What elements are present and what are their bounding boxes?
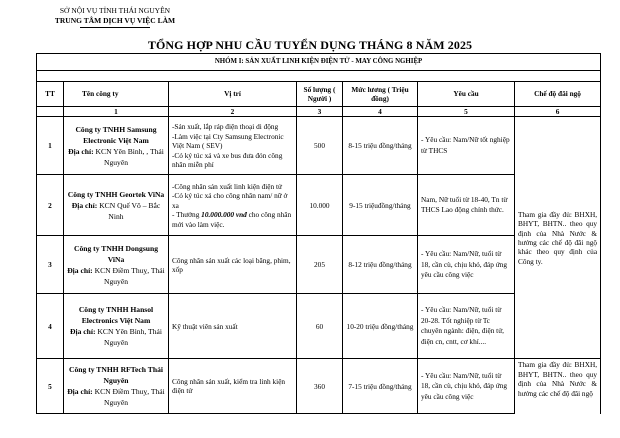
table-row bbox=[37, 117, 601, 175]
column-header-row bbox=[37, 82, 601, 107]
column-number-row bbox=[37, 107, 601, 117]
position-bonus bbox=[172, 210, 293, 229]
row-number: 1 bbox=[37, 117, 64, 175]
col-number: 6 bbox=[515, 107, 601, 117]
requirements-cell: Nam, Nữ tuổi từ 18-40, Tn từ THCS Lao động chính thức. bbox=[418, 175, 515, 236]
salary-cell: 9-15 triệuđồng/tháng bbox=[343, 175, 418, 236]
position-cell bbox=[169, 236, 297, 294]
position-line: -Làm việc tại Cty Samsung Electronic Việt Nam ( SEV) bbox=[172, 131, 284, 151]
company-cell bbox=[64, 236, 169, 294]
col-salary: Mức lương ( Triệu đồng) bbox=[343, 82, 418, 107]
position-line: -Công nhân sản xuất linh kiện điện tử bbox=[172, 181, 282, 191]
company-cell bbox=[64, 117, 169, 175]
requirements-cell: - Yêu cầu: Nam/Nữ, tuổi từ 20-28. Tốt nghiệp từ Tc chuyên ngành: điện, điện tử, điện cn, cntt, cơ khí.... bbox=[418, 294, 515, 359]
col-tt: TT bbox=[37, 82, 64, 107]
quantity-cell: 205 bbox=[297, 236, 343, 294]
col-number-blank bbox=[37, 107, 64, 117]
col-company: Tên công ty bbox=[64, 82, 169, 107]
position-cell bbox=[169, 359, 297, 414]
salary-cell: 8-12 triệu đồng/tháng bbox=[343, 236, 418, 294]
col-requirements: Yêu cầu bbox=[418, 82, 515, 107]
company-address: KCN Điềm Thuỵ, Thái Nguyên bbox=[92, 265, 165, 286]
requirements-cell: - Yêu cầu: Nam/Nữ, tuổi từ 18, cần cù, chịu khó, đáp ứng yêu cầu công việc bbox=[418, 359, 515, 414]
quantity-cell: 500 bbox=[297, 117, 343, 175]
benefits-cell: Tham gia đầy đủ: BHXH, BHYT, BHTN.. theo quy định của Nhà Nước & hưởng các chế độ đãi ngộ bbox=[515, 359, 601, 414]
requirements-cell: - Yêu cầu: Nam/Nữ tốt nghiệp từ THCS bbox=[418, 117, 515, 175]
requirements-cell: - Yêu cầu: Nam/Nữ, tuổi từ 18, cần cù, chịu khó, đáp ứng yêu cầu công việc bbox=[418, 236, 515, 294]
company-name: Công ty TNHH Dongsung ViNa bbox=[73, 243, 159, 264]
blank-row bbox=[37, 71, 601, 82]
bonus-amount: 10.000.000 vnđ bbox=[201, 210, 247, 220]
col-number: 5 bbox=[418, 107, 515, 117]
company-cell bbox=[64, 294, 169, 359]
address-label: Địa chỉ: bbox=[67, 265, 93, 275]
company-name: Công ty TNHH Geortek ViNa bbox=[67, 189, 165, 199]
col-benefits: Chế độ đãi ngộ bbox=[515, 82, 601, 107]
group-title: NHÓM I: SẢN XUẤT LINH KIỆN ĐIỆN TỬ - MAY CÔNG NGHIỆP bbox=[37, 54, 601, 71]
address-label: Địa chỉ: bbox=[71, 200, 98, 210]
company-address: KCN Quế Võ – Bắc Ninh bbox=[97, 200, 161, 221]
row-number: 2 bbox=[37, 175, 64, 236]
row-number: 3 bbox=[37, 236, 64, 294]
position-line: Công nhân sản xuất, kiểm tra linh kiện bbox=[172, 377, 286, 386]
address-label: Địa chỉ: bbox=[70, 327, 96, 337]
document-title: TỔNG HỢP NHU CẦU TUYỂN DỤNG THÁNG 8 NĂM 2025 bbox=[147, 38, 473, 52]
table-row bbox=[37, 359, 601, 414]
company-name: Công ty TNHH Hansol Electronics Việt Nam bbox=[78, 305, 154, 326]
recruitment-table bbox=[36, 53, 601, 414]
benefits-cell: Tham gia đầy đủ: BHXH, BHYT, BHTN.. theo quy định của Nhà Nước & hưởng các chế độ đãi ngộ khác theo quy định của Công ty. bbox=[515, 117, 601, 359]
center-name: TRUNG TÂM DỊCH VỤ VIỆC LÀM bbox=[54, 16, 176, 25]
col-position: Vị trí bbox=[169, 82, 297, 107]
company-cell bbox=[64, 359, 169, 414]
bonus-prefix: - Thưởng bbox=[172, 210, 202, 220]
salary-cell: 7-15 triệu đồng/tháng bbox=[343, 359, 418, 414]
col-number: 3 bbox=[297, 107, 343, 117]
col-number: 4 bbox=[343, 107, 418, 117]
quantity-cell: 360 bbox=[297, 359, 343, 414]
position-line: -Sản xuất, lắp ráp điện thoại di động bbox=[172, 122, 279, 132]
company-address: KCN Yên Bình, Thái Nguyên bbox=[95, 327, 162, 348]
position-cell bbox=[169, 175, 297, 236]
company-address: KCN Yên Bình, , Thái Nguyên bbox=[93, 146, 164, 167]
position-line: -Có ký túc xá và xe bus đưa đón công nhân miễn phí bbox=[172, 150, 283, 170]
quantity-cell: 60 bbox=[297, 294, 343, 359]
bonus-suffix: cho công nhân mới vào làm việc. bbox=[172, 210, 292, 229]
position-cell bbox=[169, 294, 297, 359]
position-line: Công nhân sản xuất các loại băng, phim, xốp bbox=[172, 255, 291, 274]
company-cell bbox=[64, 175, 169, 236]
row-number: 4 bbox=[37, 294, 64, 359]
position-line: -Có ký túc xá cho công nhân nam/ nữ ở xa bbox=[172, 191, 288, 210]
group-row bbox=[37, 54, 601, 71]
position-cell bbox=[169, 117, 297, 175]
blank-cell bbox=[37, 71, 601, 82]
company-name: Công ty TNHH RFTech Thái Nguyên bbox=[69, 365, 163, 386]
col-number: 2 bbox=[169, 107, 297, 117]
address-label: Địa chỉ: bbox=[68, 146, 94, 156]
position-line: Kỹ thuật viên sản xuất bbox=[172, 321, 238, 331]
col-number: 1 bbox=[64, 107, 169, 117]
col-quantity: Số lượng ( Người ) bbox=[297, 82, 343, 107]
row-number: 5 bbox=[37, 359, 64, 414]
header-underline bbox=[80, 27, 150, 28]
salary-cell: 8-15 triệu đồng/tháng bbox=[343, 117, 418, 175]
salary-cell: 10-20 triệu đồng/tháng bbox=[343, 294, 418, 359]
quantity-cell: 10.000 bbox=[297, 175, 343, 236]
position-line: điện tử bbox=[172, 386, 193, 396]
address-label: Địa chỉ: bbox=[67, 387, 93, 397]
department-name: SỞ NỘI VỤ TỈNH THÁI NGUYÊN bbox=[59, 6, 171, 15]
company-name: Công ty TNHH Samsung Electronic Việt Nam bbox=[75, 124, 157, 145]
document-header bbox=[45, 6, 185, 28]
company-address: KCN Điềm Thuỵ, Thái Nguyên bbox=[92, 387, 165, 408]
